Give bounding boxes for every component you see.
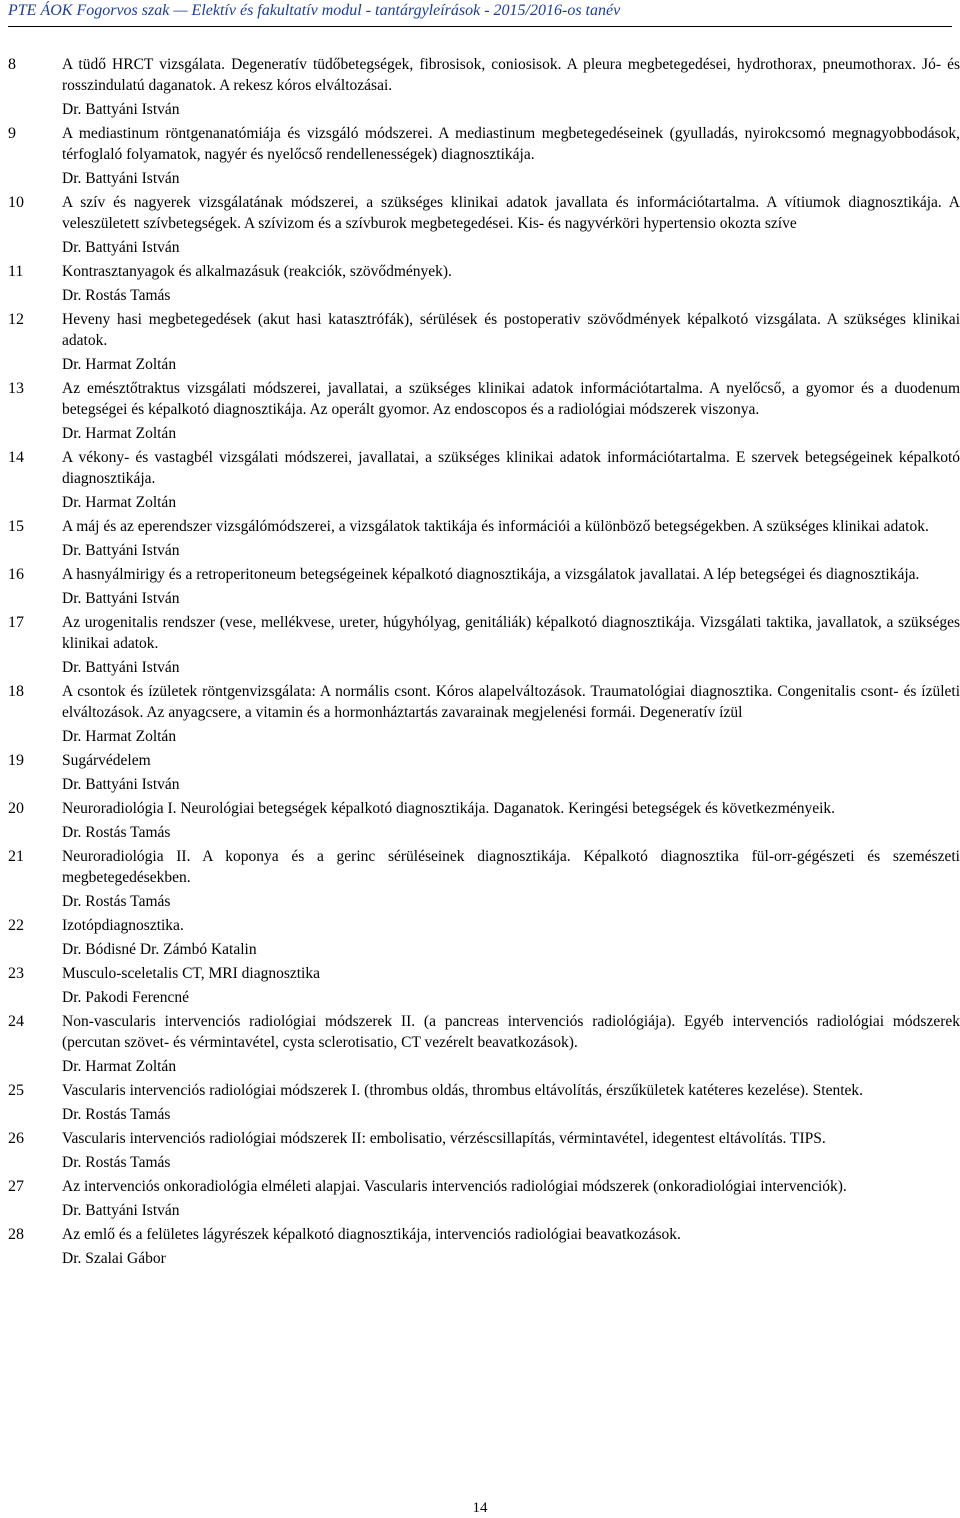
item-body	[62, 915, 960, 960]
item-body	[62, 1176, 960, 1221]
list-item	[8, 261, 960, 306]
list-item	[8, 564, 960, 609]
item-lecturer: Dr. Rostás Tamás	[62, 1154, 171, 1171]
item-description: Neuroradiológia I. Neurológiai betegségek képalkotó diagnosztikája. Daganatok. Keringési betegségek és következményeik.	[62, 800, 836, 817]
list-item	[8, 309, 960, 375]
item-description: Non-vascularis intervenciós radiológiai módszerek II. (a pancreas intervenciós radiológiája). Egyéb intervenciós radiológiai módszerek (percutan szövet- és vérmintavétel, cysta sclerotisatio, CT vezérelt beavatkozások).	[62, 1013, 960, 1051]
item-body	[62, 378, 960, 444]
item-description: Az intervenciós onkoradiológia elméleti alapjai. Vascularis intervenciós radiológiai módszerek (onkoradiológiai intervenciók).	[62, 1178, 847, 1195]
item-number: 26	[8, 1130, 24, 1147]
item-number: 28	[8, 1226, 24, 1243]
item-body	[62, 798, 960, 843]
item-description: Kontrasztanyagok és alkalmazásuk (reakciók, szövődmények).	[62, 263, 452, 280]
item-description: Az urogenitalis rendszer (vese, mellékvese, ureter, húgyhólyag, genitáliák) képalkotó diagnosztikája. Vizsgálati taktika, javallatok, a szükséges klinikai adatok.	[62, 614, 960, 652]
item-description: Vascularis intervenciós radiológiai módszerek I. (thrombus oldás, thrombus eltávolítás, érszűkületek katéteres kezelése). Stentek.	[62, 1082, 864, 1099]
item-body	[62, 1011, 960, 1077]
list-item	[8, 123, 960, 189]
list-item	[8, 750, 960, 795]
item-description: Vascularis intervenciós radiológiai módszerek II: embolisatio, vérzéscsillapítás, vérmintavétel, idegentest eltávolítás. TIPS.	[62, 1130, 826, 1147]
item-lecturer: Dr. Harmat Zoltán	[62, 1058, 177, 1075]
item-body	[62, 192, 960, 258]
item-body	[62, 54, 960, 120]
list-item	[8, 846, 960, 912]
item-lecturer: Dr. Rostás Tamás	[62, 824, 171, 841]
item-number: 13	[8, 380, 24, 397]
item-number: 20	[8, 800, 24, 817]
item-description: A tüdő HRCT vizsgálata. Degeneratív tüdőbetegségek, fibrosisok, coniosisok. A pleura megbetegedései, hydrothorax, pneumothorax. Jó- és rosszindulatú daganatok. A rekesz kóros elváltozásai.	[62, 56, 960, 94]
item-body	[62, 1080, 960, 1125]
item-body	[62, 261, 960, 306]
item-number: 10	[8, 194, 24, 211]
item-description: A csontok és ízületek röntgenvizsgálata: A normális csont. Kóros alapelváltozások. Traumatológiai diagnosztika. Congenitalis csont- és ízületi elváltozások. Az anyagcsere, a vitamin és a hormonháztartás zavarainak megjelenési formái. Degeneratív ízül	[62, 683, 960, 721]
item-body	[62, 309, 960, 375]
list-item	[8, 1128, 960, 1173]
item-description: Izotópdiagnosztika.	[62, 917, 184, 934]
item-description: Neuroradiológia II. A koponya és a gerinc sérüléseinek diagnosztikája. Képalkotó diagnosztika fül-orr-gégészeti és szemészeti megbetegedésekben.	[62, 848, 960, 886]
list-item	[8, 798, 960, 843]
list-item	[8, 915, 960, 960]
item-number: 16	[8, 566, 24, 583]
list-item	[8, 1176, 960, 1221]
item-body	[62, 1224, 960, 1269]
list-item	[8, 1080, 960, 1125]
item-number: 14	[8, 449, 24, 466]
item-number: 11	[8, 263, 24, 280]
item-lecturer: Dr. Battyáni István	[62, 590, 180, 607]
item-number: 15	[8, 518, 24, 535]
item-body	[62, 516, 960, 561]
item-lecturer: Dr. Battyáni István	[62, 542, 180, 559]
page-number: 14	[472, 1500, 488, 1516]
item-number: 19	[8, 752, 24, 769]
list-item	[8, 192, 960, 258]
item-description: A vékony- és vastagbél vizsgálati módszerei, javallatai, a szükséges klinikai adatok információtartalma. E szervek betegségeinek képalkotó diagnosztikája.	[62, 449, 960, 487]
list-item	[8, 447, 960, 513]
item-lecturer: Dr. Battyáni István	[62, 1202, 180, 1219]
item-description: A mediastinum röntgenanatómiája és vizsgáló módszerei. A mediastinum megbetegedéseinek (gyulladás, nyirokcsomó megnagyobbodások, térfoglaló folyamatok, nagyér és nyelőcső rendellenességek) diagnosztikája.	[62, 125, 960, 163]
item-lecturer: Dr. Harmat Zoltán	[62, 494, 177, 511]
item-description: A szív és nagyerek vizsgálatának módszerei, a szükséges klinikai adatok javallata és információtartalma. A vítiumok diagnosztikája. A veleszületett szívbetegségek. A szívizom és a szívburok megbetegedései. Kis- és nagyvérköri hypertensio okozta szíve	[62, 194, 960, 232]
item-lecturer: Dr. Pakodi Ferencné	[62, 989, 189, 1006]
item-lecturer: Dr. Battyáni István	[62, 239, 180, 256]
list-item	[8, 54, 960, 120]
item-number: 22	[8, 917, 24, 934]
item-description: A hasnyálmirigy és a retroperitoneum betegségeinek képalkotó diagnosztikája, a vizsgálatok javallatai. A lép betegségei és diagnosztikája.	[62, 566, 920, 583]
item-lecturer: Dr. Battyáni István	[62, 101, 180, 118]
item-number: 8	[8, 56, 16, 73]
item-number: 21	[8, 848, 24, 865]
item-number: 23	[8, 965, 24, 982]
list-item	[8, 516, 960, 561]
item-number: 24	[8, 1013, 24, 1030]
item-body	[62, 681, 960, 747]
item-body	[62, 963, 960, 1008]
item-lecturer: Dr. Rostás Tamás	[62, 1106, 171, 1123]
item-description: Az emésztőtraktus vizsgálati módszerei, javallatai, a szükséges klinikai adatok információtartalma. A nyelőcső, a gyomor és a duodenum betegségei és képalkotó diagnosztikája. Az operált gyomor. Az endoscopos és a radiológiai módszerek viszonya.	[62, 380, 960, 418]
item-lecturer: Dr. Harmat Zoltán	[62, 356, 177, 373]
list-item	[8, 681, 960, 747]
list-item	[8, 1011, 960, 1077]
item-body	[62, 123, 960, 189]
item-number: 17	[8, 614, 24, 631]
item-body	[62, 750, 960, 795]
item-body	[62, 447, 960, 513]
item-body	[62, 564, 960, 609]
page-header	[8, 0, 952, 27]
item-lecturer: Dr. Battyáni István	[62, 776, 180, 793]
item-description: Heveny hasi megbetegedések (akut hasi katasztrófák), sérülések és postoperativ szövődmények képalkotó vizsgálata. A szükséges klinikai adatok.	[62, 311, 960, 349]
list-item	[8, 963, 960, 1008]
item-lecturer: Dr. Rostás Tamás	[62, 287, 171, 304]
lecture-list	[8, 54, 960, 1272]
item-lecturer: Dr. Battyáni István	[62, 170, 180, 187]
list-item	[8, 612, 960, 678]
item-description: Sugárvédelem	[62, 752, 151, 769]
item-lecturer: Dr. Bódisné Dr. Zámbó Katalin	[62, 941, 257, 958]
item-description: Musculo-sceletalis CT, MRI diagnosztika	[62, 965, 320, 982]
item-lecturer: Dr. Battyáni István	[62, 659, 180, 676]
list-item	[8, 378, 960, 444]
item-description: Az emlő és a felületes lágyrészek képalkotó diagnosztikája, intervenciós radiológiai beavatkozások.	[62, 1226, 681, 1243]
item-lecturer: Dr. Harmat Zoltán	[62, 425, 177, 442]
item-body	[62, 1128, 960, 1173]
item-number: 27	[8, 1178, 24, 1195]
item-number: 9	[8, 125, 16, 142]
header-title: PTE ÁOK Fogorvos szak — Elektív és fakultatív modul - tantárgyleírások - 2015/2016-os tanév	[8, 2, 621, 19]
item-body	[62, 846, 960, 912]
item-lecturer: Dr. Harmat Zoltán	[62, 728, 177, 745]
item-description: A máj és az eperendszer vizsgálómódszerei, a vizsgálatok taktikája és információi a különböző betegségekben. A szükséges klinikai adatok.	[62, 518, 929, 535]
item-number: 18	[8, 683, 24, 700]
item-body	[62, 612, 960, 678]
list-item	[8, 1224, 960, 1269]
item-lecturer: Dr. Rostás Tamás	[62, 893, 171, 910]
item-lecturer: Dr. Szalai Gábor	[62, 1250, 166, 1267]
item-number: 25	[8, 1082, 24, 1099]
item-number: 12	[8, 311, 24, 328]
